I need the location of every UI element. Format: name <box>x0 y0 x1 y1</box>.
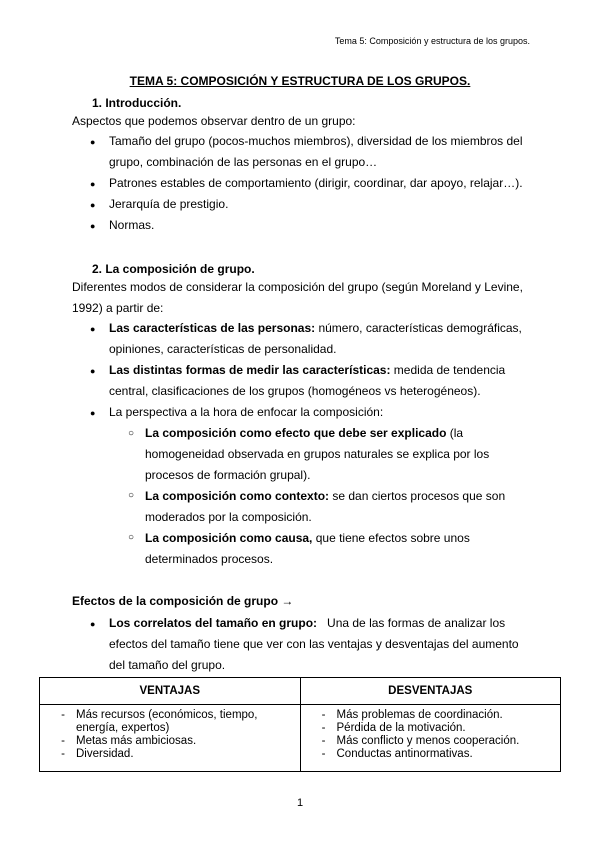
s1-bullet-2: Patrones estables de comportamiento (dirigir, coordinar, dar apoyo, relajar…). <box>109 176 523 190</box>
list-item: - Más recursos (económicos, tiempo, energía, expertos) <box>50 709 300 735</box>
effects-bullet-line-3: del tamaño del grupo. <box>109 658 226 672</box>
s2-sub-1-rest: (la <box>446 426 464 440</box>
section-1-heading: 1. Introducción. <box>92 96 182 110</box>
table-header-ventajas: VENTAJAS <box>40 678 301 705</box>
circle-bullet-icon: ○ <box>128 532 135 543</box>
section-2-intro-line-1: Diferentes modos de considerar la composición del grupo (según Moreland y Levine, <box>72 280 523 294</box>
s2-bullet-2-line-1 <box>109 360 505 380</box>
s2-sub-2-line-2: moderados por la composición. <box>145 510 312 524</box>
running-header: Tema 5: Composición y estructura de los grupos. <box>334 36 530 46</box>
page-number: 1 <box>296 797 304 809</box>
section-2-heading: 2. La composición de grupo. <box>92 262 255 276</box>
s2-bullet-1-line-1 <box>109 318 522 338</box>
ventaja-2: Metas más ambiciosas. <box>76 735 197 747</box>
list-item: - Conductas antinormativas. <box>321 748 473 760</box>
s2-bullet-2-rest: medida de tendencia <box>390 363 506 377</box>
effects-bullet-rest: Una de las formas de analizar los <box>317 616 506 630</box>
desventaja-2: Pérdida de la motivación. <box>336 722 466 734</box>
s1-bullet-3: Jerarquía de prestigio. <box>109 197 229 211</box>
ventaja-1: Más recursos (económicos, tiempo, energía, expertos) <box>76 709 258 734</box>
s2-sub-3-bold: La composición como causa, <box>145 531 313 545</box>
s2-bullet-1-rest: número, características demográficas, <box>315 321 522 335</box>
table-header-desventajas: DESVENTAJAS <box>300 678 561 705</box>
desventaja-1: Más problemas de coordinación. <box>336 709 503 721</box>
s2-sub-3-line-1 <box>145 528 470 548</box>
document-title: TEMA 5: COMPOSICIÓN Y ESTRUCTURA DE LOS GRUPOS. <box>129 74 471 88</box>
circle-bullet-icon: ○ <box>128 490 135 501</box>
s2-bullet-3: La perspectiva a la hora de enfocar la composición: <box>109 405 384 419</box>
s2-sub-2-bold: La composición como contexto: <box>145 489 330 503</box>
effects-bullet-bold: Los correlatos del tamaño en grupo: <box>109 616 318 630</box>
s2-sub-3-line-2: determinados procesos. <box>145 552 274 566</box>
s2-sub-1-line-3: procesos de formación grupal). <box>145 468 311 482</box>
bullet-icon: ● <box>90 619 96 629</box>
bullet-icon: ● <box>90 200 96 210</box>
s2-bullet-2-bold: Las distintas formas de medir las características: <box>109 363 391 377</box>
s2-sub-1-line-1 <box>145 423 463 443</box>
list-item: - Más conflicto y menos cooperación. <box>321 735 520 747</box>
bullet-icon: ● <box>90 408 96 418</box>
desventajas-cell <box>300 705 561 772</box>
list-item: - Diversidad. <box>61 748 134 760</box>
desventaja-4: Conductas antinormativas. <box>336 748 473 760</box>
table-header-row <box>40 678 561 705</box>
s2-bullet-2-line-2: central, clasificaciones de los grupos (homogéneos vs heterogéneos). <box>109 384 481 398</box>
list-item: - Metas más ambiciosas. <box>61 735 197 747</box>
s2-sub-2-line-1 <box>145 486 505 506</box>
circle-bullet-icon: ○ <box>128 428 135 439</box>
list-item: - Pérdida de la motivación. <box>321 722 466 734</box>
s2-sub-3-rest: que tiene efectos sobre unos <box>312 531 470 545</box>
s1-bullet-4: Normas. <box>109 218 155 232</box>
desventaja-3: Más conflicto y menos cooperación. <box>336 735 520 747</box>
s2-sub-1-bold: La composición como efecto que debe ser explicado <box>145 426 447 440</box>
bullet-icon: ● <box>90 137 96 147</box>
s2-sub-2-rest: se dan ciertos procesos que son <box>329 489 506 503</box>
bullet-icon: ● <box>90 324 96 334</box>
advantages-disadvantages-table <box>39 677 561 772</box>
s1-bullet-1-line-2: grupo, combinación de las personas en el grupo… <box>109 155 378 169</box>
bullet-icon: ● <box>90 179 96 189</box>
effects-bullet-line-2: efectos del tamaño tiene que ver con las ventajas y desventajas del aumento <box>109 637 519 651</box>
bullet-icon: ● <box>90 221 96 231</box>
effects-bullet-line-1 <box>109 613 505 633</box>
bullet-icon: ● <box>90 366 96 376</box>
list-item: - Más problemas de coordinación. <box>321 709 503 721</box>
s2-bullet-1-line-2: opiniones, características de personalidad. <box>109 342 337 356</box>
ventaja-3: Diversidad. <box>76 748 134 760</box>
s2-sub-1-line-2: homogeneidad observada en grupos naturales se explica por los <box>145 447 490 461</box>
section-1-intro: Aspectos que podemos observar dentro de un grupo: <box>72 114 356 128</box>
table-row <box>40 705 561 772</box>
section-2-intro-line-2: 1992) a partir de: <box>72 301 164 315</box>
s2-bullet-1-bold: Las características de las personas: <box>109 321 316 335</box>
effects-heading: Efectos de la composición de grupo → <box>72 594 294 608</box>
ventajas-cell <box>40 705 301 772</box>
s1-bullet-1-line-1: Tamaño del grupo (pocos-muchos miembros), diversidad de los miembros del <box>109 134 523 148</box>
